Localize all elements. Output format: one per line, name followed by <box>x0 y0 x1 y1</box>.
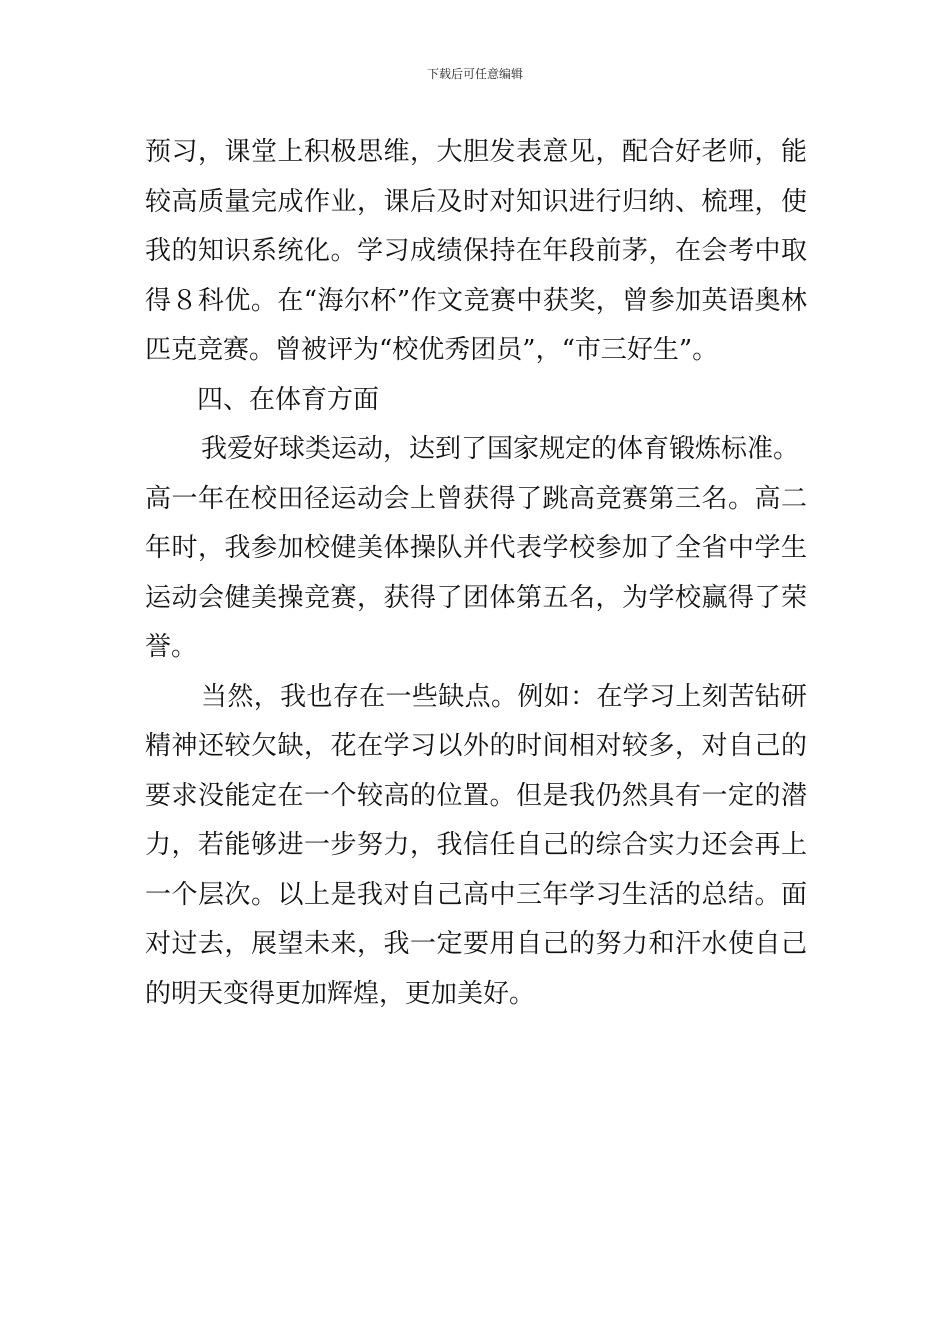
text-line: 一个层次。以上是我对自己高中三年学习生活的总结。面 <box>145 879 807 910</box>
text-line: 高一年在校田径运动会上曾获得了跳高竞赛第三名。高二 <box>145 483 807 514</box>
text-line: 力，若能够进一步努力，我信任自己的综合实力还会再上 <box>145 830 807 860</box>
text-line: 我的知识系统化。学习成绩保持在年段前茅，在会考中取 <box>145 236 807 266</box>
text-line: 运动会健美操竞赛，获得了团体第五名，为学校赢得了荣 <box>145 582 807 613</box>
text-line: 的明天变得更加辉煌，更加美好。 <box>145 978 536 1009</box>
text-line: 精神还较欠缺，花在学习以外的时间相对较多，对自己的 <box>145 731 807 761</box>
text-line: 四、在体育方面 <box>197 384 380 415</box>
text-line: 年时，我参加校健美体操队并代表学校参加了全省中学生 <box>145 533 807 563</box>
page-header: 下载后可任意编辑 <box>426 67 523 81</box>
text-line: 誉。 <box>145 632 198 662</box>
text-line: 预习，课堂上积极思维，大胆发表意见，配合好老师，能 <box>145 137 807 167</box>
text-line: 对过去，展望未来，我一定要用自己的努力和汗水使自己 <box>145 929 807 959</box>
document-body <box>145 128 807 1019</box>
text-line: 得８科优。在“海尔杯”作文竞赛中获奖，曾参加英语奥林 <box>145 285 807 316</box>
text-line: 要求没能定在一个较高的位置。但是我仍然具有一定的潜 <box>145 780 807 811</box>
text-line: 较高质量完成作业，课后及时对知识进行归纳、梳理，使 <box>145 186 807 217</box>
text-line: 匹克竞赛。曾被评为“校优秀团员”，“市三好生”。 <box>145 335 719 365</box>
text-line: 当然，我也存在一些缺点。例如：在学习上刻苦钻研 <box>201 681 807 712</box>
text-line: 我爱好球类运动，达到了国家规定的体育锻炼标准。 <box>201 434 800 464</box>
